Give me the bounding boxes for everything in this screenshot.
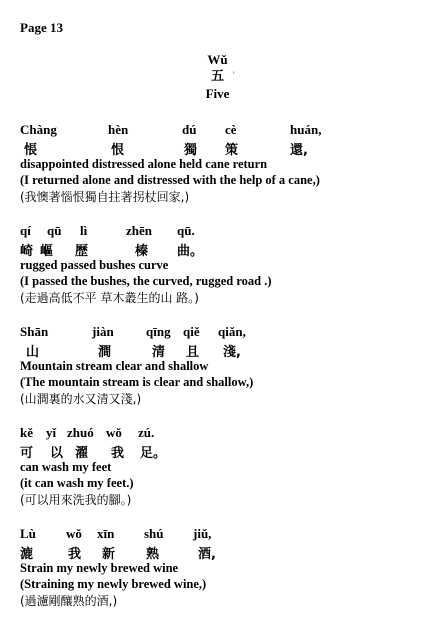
- english-translation: (Straining my newly brewed wine,): [20, 577, 207, 591]
- pinyin-row: [20, 526, 420, 543]
- hanzi-char: 榛: [135, 244, 149, 259]
- hanzi-char: 曲。: [177, 244, 204, 259]
- pinyin-word: yǐ: [46, 425, 57, 440]
- chinese-translation: (山澗裏的水又清又淺,): [20, 392, 142, 406]
- pinyin-word: zhuó: [67, 425, 94, 440]
- hanzi-row: [20, 240, 420, 257]
- hanzi-char: 崎: [20, 244, 34, 259]
- hanzi-char: 新: [102, 547, 116, 562]
- pinyin-word: qí: [20, 223, 31, 238]
- pinyin-word: Chàng: [20, 122, 57, 137]
- pinyin-row: [20, 122, 420, 139]
- english-translation: (I returned alone and distressed with the help of a cane,): [20, 173, 320, 187]
- chinese-translation: (走過高低不平 草木叢生的山 路。): [20, 291, 199, 305]
- hanzi-char: 還,: [290, 143, 308, 158]
- pinyin-word: lì: [80, 223, 88, 238]
- hanzi-char: 淺,: [223, 345, 241, 360]
- chinese-translation: (過濾剛釀熟的酒,): [20, 594, 118, 608]
- pinyin-word: huán,: [290, 122, 322, 137]
- stanza-4: [20, 425, 420, 509]
- hanzi-char: 獨: [184, 143, 198, 158]
- hanzi-char: 酒,: [198, 547, 216, 562]
- title-english: Five: [205, 86, 230, 101]
- pinyin-word: wǒ: [106, 425, 122, 440]
- english-translation: (I passed the bushes, the curved, rugged road .): [20, 274, 272, 288]
- pinyin-row: [20, 324, 420, 341]
- pinyin-word: Lù: [20, 526, 36, 541]
- pinyin-row: [20, 425, 420, 442]
- pinyin-word: cè: [225, 122, 237, 137]
- hanzi-row: [20, 139, 420, 156]
- pinyin-word: xīn: [97, 526, 115, 541]
- pinyin-word: qiě: [183, 324, 200, 339]
- pinyin-word: shú: [144, 526, 164, 541]
- pinyin-word: zú.: [138, 425, 155, 440]
- poem-title: [0, 52, 425, 102]
- stanza-3: [20, 324, 420, 408]
- pinyin-word: qīng: [146, 324, 171, 339]
- hanzi-char: 策: [225, 143, 239, 158]
- chinese-translation: (我懊著惱恨獨自拄著拐杖回家,): [20, 190, 190, 204]
- pinyin-word: hèn: [108, 122, 129, 137]
- hanzi-char: 濯: [75, 446, 89, 461]
- hanzi-char: 恨: [111, 143, 125, 158]
- hanzi-row: [20, 341, 420, 358]
- pinyin-word: kě: [20, 425, 33, 440]
- hanzi-char: 歷: [75, 244, 89, 259]
- hanzi-row: [20, 543, 420, 560]
- pinyin-word: qū: [47, 223, 62, 238]
- hanzi-char: 漉: [20, 547, 34, 562]
- english-gloss: Strain my newly brewed wine: [20, 561, 179, 575]
- pinyin-word: jiàn: [92, 324, 114, 339]
- hanzi-char: 熟: [146, 547, 160, 562]
- hanzi-char: 可: [20, 446, 34, 461]
- chinese-translation: (可以用來洗我的腳。): [20, 493, 132, 507]
- pinyin-word: Shān: [20, 324, 49, 339]
- stanza-1: [20, 122, 420, 206]
- title-hanzi: 五: [210, 69, 224, 84]
- hanzi-char: 且: [186, 345, 200, 360]
- hanzi-char: 我: [68, 547, 82, 562]
- hanzi-char: 以: [50, 446, 64, 461]
- stanza-2: [20, 223, 420, 307]
- english-gloss: rugged passed bushes curve: [20, 258, 169, 272]
- hanzi-row: [20, 442, 420, 459]
- english-gloss: can wash my feet: [20, 460, 112, 474]
- pinyin-word: dú: [182, 122, 197, 137]
- stray-mark: ': [233, 70, 235, 80]
- english-gloss: disappointed distressed alone held cane return: [20, 157, 268, 171]
- pinyin-word: wǒ: [66, 526, 82, 541]
- page-number: Page 13: [20, 20, 63, 35]
- english-translation: (The mountain stream is clear and shallow,): [20, 375, 254, 389]
- hanzi-char: 悵: [24, 143, 38, 158]
- english-translation: (it can wash my feet.): [20, 476, 134, 490]
- title-pinyin: Wǔ: [207, 52, 228, 67]
- pinyin-word: qiǎn,: [218, 324, 246, 339]
- pinyin-word: jiǔ,: [193, 526, 212, 541]
- hanzi-char: 澗: [98, 345, 112, 360]
- pinyin-word: qū.: [177, 223, 195, 238]
- hanzi-char: 足。: [140, 446, 167, 461]
- hanzi-char: 嶇: [40, 244, 54, 259]
- english-gloss: Mountain stream clear and shallow: [20, 359, 209, 373]
- stanza-5: [20, 526, 420, 610]
- pinyin-word: zhēn: [126, 223, 152, 238]
- hanzi-char: 我: [111, 446, 125, 461]
- hanzi-char: 山: [26, 345, 40, 360]
- pinyin-row: [20, 223, 420, 240]
- hanzi-char: 清: [152, 345, 166, 360]
